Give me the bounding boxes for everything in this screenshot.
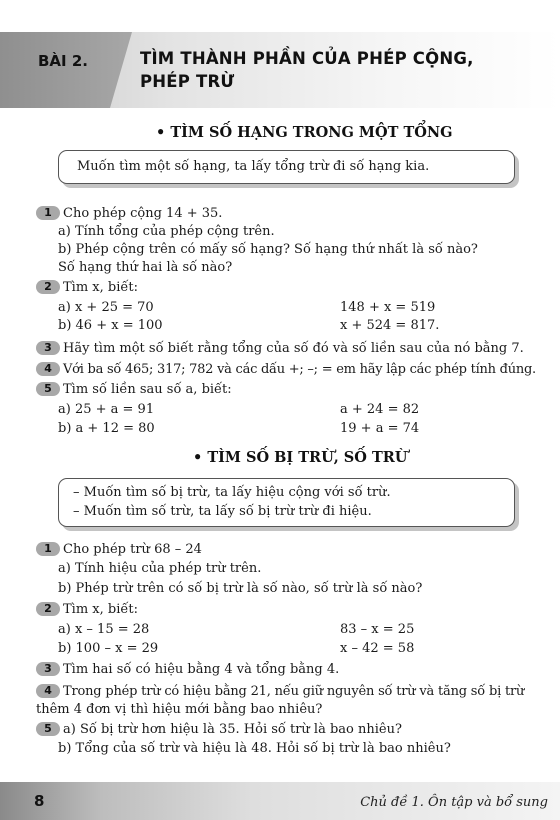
lesson-title-line-1: TÌM THÀNH PHẦN CỦA PHÉP CỘNG,: [140, 49, 474, 68]
exercise-5: [36, 382, 232, 398]
exercise-text: Hãy tìm một số biết rằng tổng của số đó và số liền sau của nó bằng 7.: [63, 341, 524, 356]
exercise-2: [36, 280, 138, 296]
exercise-number-badge: 1: [36, 542, 60, 556]
exercise-number-badge: 4: [36, 684, 60, 698]
section-heading-add: • TÌM SỐ HẠNG TRONG MỘT TỔNG: [156, 124, 453, 141]
exercise-1: [36, 206, 222, 222]
lesson-title-line-2: PHÉP TRỪ: [140, 72, 235, 91]
equation: 83 – x = 25: [340, 622, 415, 637]
exercise-text: Với ba số 465; 317; 782 và các dấu +; –; = em hãy lập các phép tính đúng.: [63, 362, 536, 377]
exercise-text: Cho phép trừ 68 – 24: [63, 542, 202, 557]
rule-box-subtract: [58, 478, 515, 527]
exercise-1-part-b-cont: Số hạng thứ hai là số nào?: [58, 260, 233, 275]
exercise-number-badge: 3: [36, 662, 60, 676]
exercise-3: [36, 662, 339, 678]
exercise-number-badge: 2: [36, 280, 60, 294]
rule-text: – Muốn tìm số bị trừ, ta lấy hiệu cộng với số trừ.: [73, 485, 391, 500]
exercise-number-badge: 3: [36, 341, 60, 355]
exercise-text: Cho phép cộng 14 + 35.: [63, 206, 223, 221]
rule-text: – Muốn tìm số trừ, ta lấy số bị trừ trừ đi hiệu.: [73, 504, 372, 519]
equation: a) 25 + a = 91: [58, 402, 155, 417]
exercise-text: Trong phép trừ có hiệu bằng 21, nếu giữ nguyên số trừ và tăng số bị trừ: [63, 684, 525, 699]
exercise-4: [36, 362, 536, 378]
equation: x + 524 = 817.: [340, 318, 440, 333]
exercise-3: [36, 341, 524, 357]
exercise-4-cont: thêm 4 đơn vị thì hiệu mới bằng bao nhiêu?: [36, 702, 323, 717]
equation: x – 42 = 58: [340, 641, 415, 656]
exercise-5: [36, 722, 402, 738]
exercise-number-badge: 2: [36, 602, 60, 616]
exercise-number-badge: 1: [36, 206, 60, 220]
lesson-tab: [0, 32, 132, 108]
equation: a) x – 15 = 28: [58, 622, 150, 637]
equation: 148 + x = 519: [340, 300, 436, 315]
exercise-1: [36, 542, 202, 558]
equation: a) x + 25 = 70: [58, 300, 154, 315]
equation: b) 100 – x = 29: [58, 641, 159, 656]
chapter-title: Chủ đề 1. Ôn tập và bổ sung: [360, 795, 548, 810]
exercise-text: Tìm hai số có hiệu bằng 4 và tổng bằng 4.: [63, 662, 340, 677]
equation: b) a + 12 = 80: [58, 421, 155, 436]
rule-box-add: [58, 150, 515, 184]
section-heading-subtract: • TÌM SỐ BỊ TRỪ, SỐ TRỪ: [193, 449, 408, 466]
exercise-1-part-b: b) Phép trừ trên có số bị trừ là số nào, số trừ là số nào?: [58, 581, 423, 596]
exercise-text: Tìm số liền sau số a, biết:: [63, 382, 232, 397]
exercise-2: [36, 602, 138, 618]
exercise-text: Tìm x, biết:: [63, 602, 138, 617]
exercise-number-badge: 4: [36, 362, 60, 376]
page-number: 8: [34, 792, 45, 810]
equation: a + 24 = 82: [340, 402, 420, 417]
exercise-5-part-b: b) Tổng của số trừ và hiệu là 48. Hỏi số bị trừ là bao nhiêu?: [58, 741, 451, 756]
exercise-number-badge: 5: [36, 382, 60, 396]
rule-text: Muốn tìm một số hạng, ta lấy tổng trừ đi số hạng kia.: [77, 159, 430, 174]
equation: 19 + a = 74: [340, 421, 420, 436]
exercise-number-badge: 5: [36, 722, 60, 736]
exercise-1-part-a: a) Tính tổng của phép cộng trên.: [58, 224, 275, 239]
exercise-4: [36, 684, 524, 700]
equation: b) 46 + x = 100: [58, 318, 163, 333]
exercise-1-part-a: a) Tính hiệu của phép trừ trên.: [58, 561, 262, 576]
exercise-text: Tìm x, biết:: [63, 280, 138, 295]
exercise-5-part-a: a) Số bị trừ hơn hiệu là 35. Hỏi số trừ là bao nhiêu?: [63, 722, 402, 737]
lesson-label: BÀI 2.: [38, 52, 88, 70]
exercise-1-part-b: b) Phép cộng trên có mấy số hạng? Số hạng thứ nhất là số nào?: [58, 242, 478, 257]
